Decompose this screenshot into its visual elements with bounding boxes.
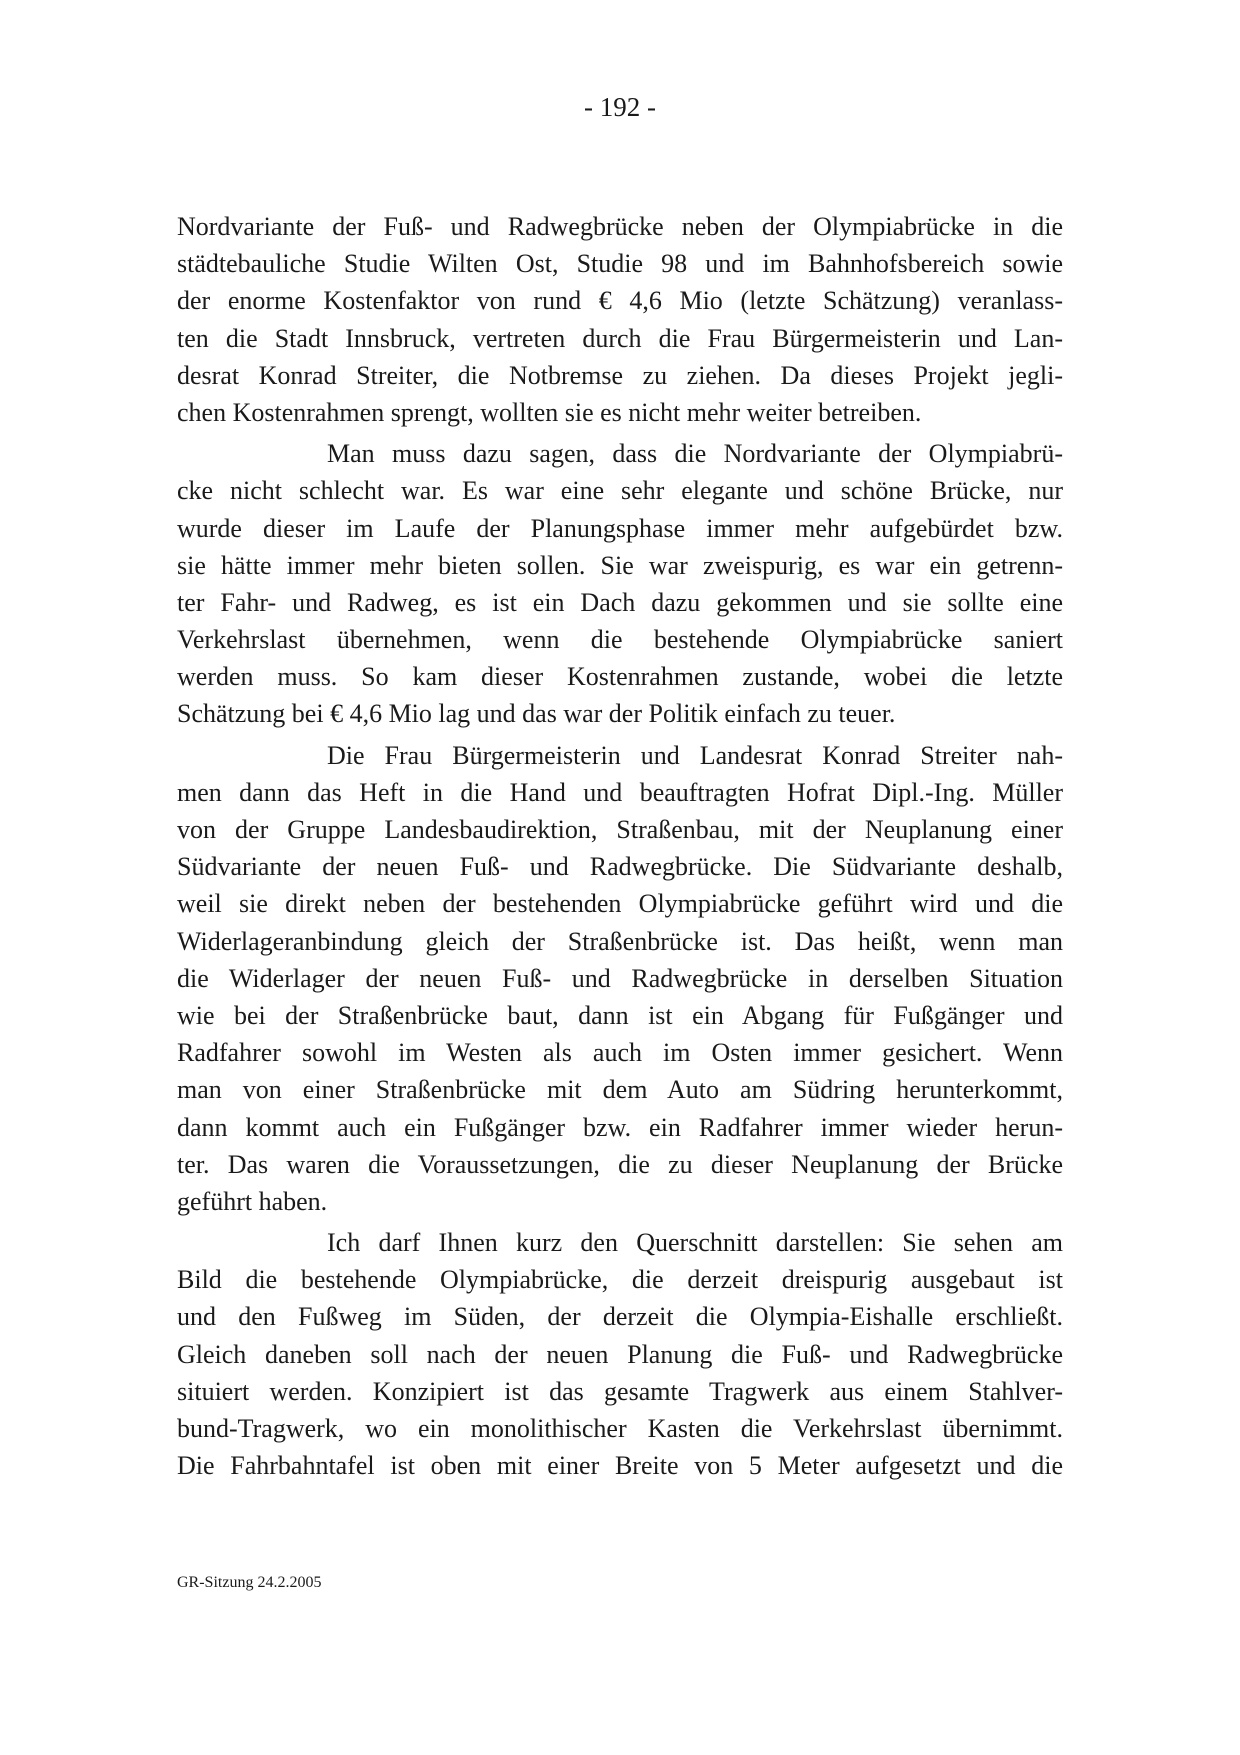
- text-line: Widerlageranbindung gleich der Straßenbrücke ist. Das heißt, wenn man: [177, 926, 1063, 956]
- text-line: Radfahrer sowohl im Westen als auch im Osten immer gesichert. Wenn: [177, 1038, 1063, 1068]
- text-line: von der Gruppe Landesbaudirektion, Straßenbau, mit der Neuplanung einer: [177, 815, 1063, 844]
- text-line: ter. Das waren die Voraussetzungen, die zu dieser Neuplanung der Brücke: [177, 1149, 1063, 1179]
- text-line: Bild die bestehende Olympiabrücke, die derzeit dreispurig ausgebaut ist: [177, 1265, 1063, 1295]
- text-line: und den Fußweg im Süden, der derzeit die Olympia-Eishalle erschließt.: [177, 1302, 1063, 1332]
- text-line: cke nicht schlecht war. Es war eine sehr elegante und schöne Brücke, nur: [177, 476, 1063, 506]
- text-line: Ich darf Ihnen kurz den Querschnitt darstellen: Sie sehen am: [327, 1228, 1063, 1258]
- paragraph: [177, 737, 1063, 1220]
- text-line: Die Frau Bürgermeisterin und Landesrat Konrad Streiter nah-: [327, 740, 1063, 770]
- text-line: der enorme Kostenfaktor von rund € 4,6 Mio (letzte Schätzung) veranlass-: [177, 286, 1063, 316]
- text-line: situiert werden. Konzipiert ist das gesamte Tragwerk aus einem Stahlver-: [177, 1376, 1063, 1406]
- text-line: dann kommt auch ein Fußgänger bzw. ein Radfahrer immer wieder herun-: [177, 1112, 1063, 1142]
- text-line: weil sie direkt neben der bestehenden Olympiabrücke geführt wird und die: [177, 889, 1063, 919]
- text-line: men dann das Heft in die Hand und beauftragten Hofrat Dipl.-Ing. Müller: [177, 777, 1063, 807]
- text-line: Man muss dazu sagen, dass die Nordvariante der Olympiabrü-: [327, 439, 1063, 469]
- text-line: sie hätte immer mehr bieten sollen. Sie war zweispurig, es war ein getrenn-: [177, 550, 1063, 580]
- paragraph: [177, 1224, 1063, 1484]
- page-number: - 192 -: [584, 92, 656, 122]
- text-line: Südvariante der neuen Fuß- und Radwegbrücke. Die Südvariante deshalb,: [177, 852, 1063, 882]
- text-line: Schätzung bei € 4,6 Mio lag und das war der Politik einfach zu teuer.: [177, 699, 896, 729]
- text-line: werden muss. So kam dieser Kostenrahmen zustande, wobei die letzte: [177, 662, 1063, 692]
- footer-text: GR-Sitzung 24.2.2005: [177, 1574, 322, 1591]
- text-line: ten die Stadt Innsbruck, vertreten durch die Frau Bürgermeisterin und Lan-: [177, 323, 1063, 353]
- paragraph: [177, 435, 1063, 733]
- text-line: Verkehrslast übernehmen, wenn die bestehende Olympiabrücke saniert: [177, 625, 1063, 655]
- paragraph: [177, 208, 1063, 431]
- text-line: wurde dieser im Laufe der Planungsphase immer mehr aufgebürdet bzw.: [177, 513, 1063, 543]
- text-line: chen Kostenrahmen sprengt, wollten sie es nicht mehr weiter betreiben.: [177, 397, 922, 427]
- text-line: die Widerlager der neuen Fuß- und Radwegbrücke in derselben Situation: [177, 963, 1063, 993]
- text-line: Nordvariante der Fuß- und Radwegbrücke neben der Olympiabrücke in die: [177, 212, 1063, 241]
- text-line: Die Fahrbahntafel ist oben mit einer Breite von 5 Meter aufgesetzt und die: [177, 1451, 1063, 1481]
- text-line: wie bei der Straßenbrücke baut, dann ist ein Abgang für Fußgänger und: [177, 1000, 1063, 1030]
- text-line: man von einer Straßenbrücke mit dem Auto am Südring herunterkommt,: [177, 1075, 1063, 1105]
- text-line: Gleich daneben soll nach der neuen Planung die Fuß- und Radwegbrücke: [177, 1339, 1063, 1369]
- text-line: desrat Konrad Streiter, die Notbremse zu ziehen. Da dieses Projekt jegli-: [177, 360, 1063, 390]
- text-line: städtebauliche Studie Wilten Ost, Studie 98 und im Bahnhofsbereich sowie: [177, 249, 1063, 279]
- text-line: ter Fahr- und Radweg, es ist ein Dach dazu gekommen und sie sollte eine: [177, 587, 1063, 617]
- body-text: [177, 208, 1063, 1484]
- text-line: geführt haben.: [177, 1186, 328, 1216]
- text-line: bund-Tragwerk, wo ein monolithischer Kasten die Verkehrslast übernimmt.: [177, 1414, 1063, 1443]
